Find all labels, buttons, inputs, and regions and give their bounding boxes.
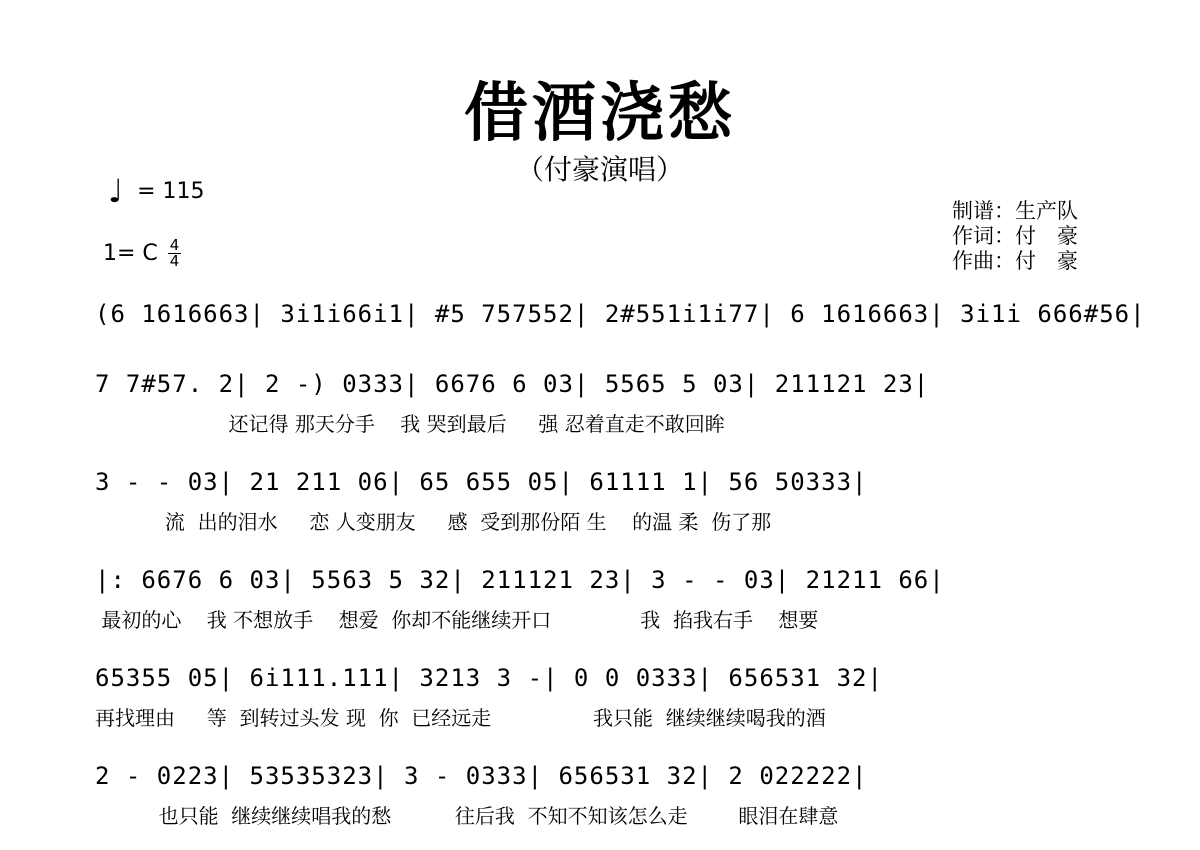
lyrics-line: 还记得 那天分手 我 哭到最后 强 忍着直走不敢回眸 — [95, 412, 725, 436]
credit-lyricist: 作词：付 豪 — [952, 224, 1078, 248]
lyrics-line: 再找理由 等 到转过头发 现 你 已经远走 我只能 继续继续喝我的酒 — [95, 706, 826, 730]
page-subtitle: （付豪演唱） — [515, 153, 684, 186]
lyrics-line: 流 出的泪水 恋 人变朋友 感 受到那份陌 生 的温 柔 伤了那 — [95, 510, 772, 534]
notation-line: (6 1616663| 3i1i66i1| #5 757552| 2#551i1i77| 6 1616663| 3i1i 666#56| — [95, 300, 1146, 328]
meter-bottom: 4 — [169, 252, 180, 270]
time-signature — [168, 238, 182, 269]
key-signature — [103, 238, 181, 269]
notation-line: 2 - 0223| 53535323| 3 - 0333| 656531 32| 2 022222| — [95, 762, 868, 790]
credit-transcriber: 制谱：生产队 — [952, 199, 1078, 223]
tempo-value: = 115 — [137, 178, 205, 204]
key-label: 1= C — [103, 241, 158, 266]
lyrics-line: 最初的心 我 不想放手 想爱 你却不能继续开口 我 掐我右手 想要 — [95, 608, 819, 632]
notation-line: 7 7#57. 2| 2 -) 0333| 6676 6 03| 5565 5 03| 211121 23| — [95, 370, 930, 398]
quarter-note-icon: ♩ — [108, 172, 124, 210]
tempo-marking — [108, 172, 205, 210]
notation-line: 3 - - 03| 21 211 06| 65 655 05| 61111 1| 56 50333| — [95, 468, 868, 496]
meter-top: 4 — [169, 236, 180, 254]
credit-composer: 作曲：付 豪 — [952, 249, 1078, 273]
notation-line: 65355 05| 6i111.111| 3213 3 -| 0 0 0333| 656531 32| — [95, 664, 883, 692]
credits — [952, 199, 1078, 274]
lyrics-line: 也只能 继续继续唱我的愁 往后我 不知不知该怎么走 眼泪在肆意 — [95, 804, 839, 828]
page-title: 借酒浇愁 — [464, 77, 736, 151]
notation-line: |: 6676 6 03| 5563 5 32| 211121 23| 3 - - 03| 21211 66| — [95, 566, 945, 594]
